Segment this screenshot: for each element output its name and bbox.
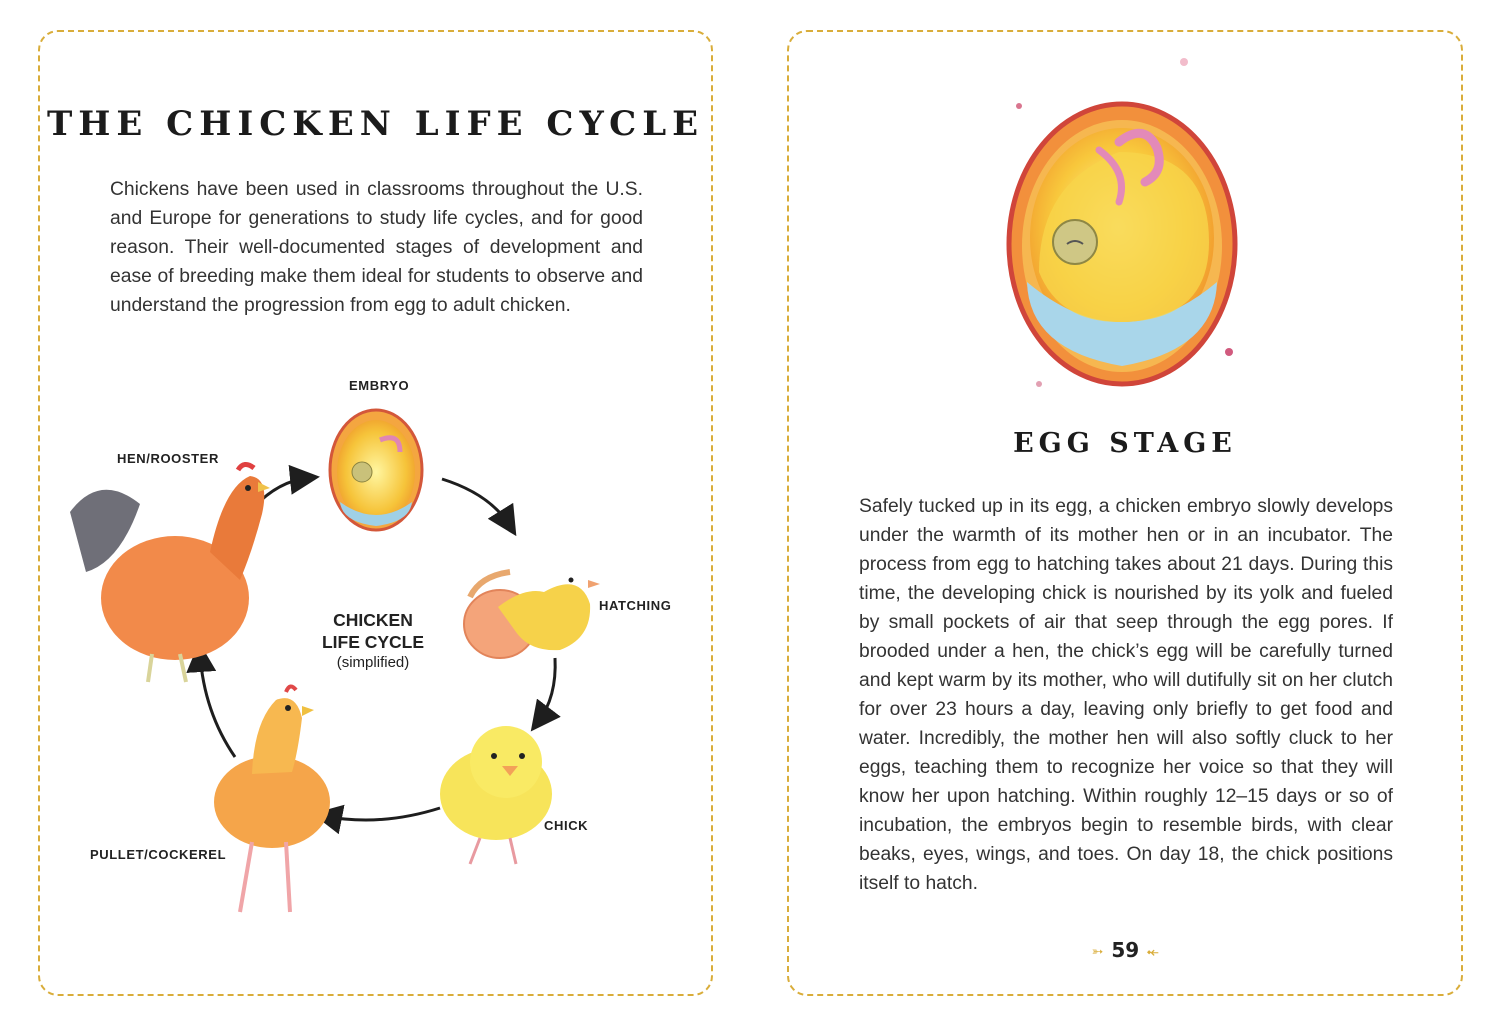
center-title-line1: CHICKEN [333,610,413,630]
stage-label-pullet: PULLET/COCKEREL [90,847,227,862]
center-title-line2: LIFE CYCLE [321,632,425,652]
pullet-illustration [214,686,330,912]
intro-paragraph: Chickens have been used in classrooms throughout the U.S. and Europe for generations to study life cycles, and for good reason. Their well-documented stages of development and ease of breeding make them ideal for students to observe and understand the progression from egg to adult chicken. [110,179,643,316]
stage-label-hatching: HATCHING [599,598,672,613]
hatching-illustration [464,572,600,658]
stage-label-chick: CHICK [544,818,589,833]
left-page [38,30,713,996]
arrow-pullet-to-hen [200,654,235,757]
egg-stage-illustration [789,32,1465,432]
section-title: EGG STAGE [1013,428,1237,459]
page-title: THE CHICKEN LIFE CYCLE [46,104,705,144]
left-ornament-icon: ➳ [1091,943,1104,960]
chick-illustration [440,726,552,864]
stage-label-embryo: EMBRYO [349,378,410,393]
right-ornament-icon: ⤝ [1147,943,1159,960]
stage-label-hen: HEN/ROOSTER [117,451,219,466]
page-number: 59 [1111,938,1140,962]
center-subtitle: (simplified) [336,654,410,671]
arrow-hatching-to-chick [538,658,555,722]
embryo-illustration [330,410,422,530]
arrow-embryo-to-hatching [442,479,510,526]
egg-stage-paragraph: Safely tucked up in its egg, a chicken embryo slowly develops under the warmth of its mother hen or in an incubator. The process from egg to hatching takes about 21 days. During this time, the developing chick is nourished by its yolk and fueled by small pockets of air that seep through the egg pores. If brooded under a hen, the chick’s egg will be carefully turned and kept warm by its mother, who will dutifully sit on her clutch for over 23 hours a day, leaving only briefly to get food and water. Incredibly, the mother hen will also softly cluck to her eggs, teaching them to recognize her voice so that they will know her upon hatching. Within roughly 12–15 days or so of incubation, the embryos begin to resemble birds, with clear beaks, eyes, wings, and toes. On day 18, the chick positions itself to hatch. [859,496,1393,894]
arrow-chick-to-pullet [324,808,440,820]
page-number-footer [789,938,1461,962]
hen-illustration [70,464,270,682]
right-page [787,30,1463,996]
diagram-center-label [303,609,443,673]
